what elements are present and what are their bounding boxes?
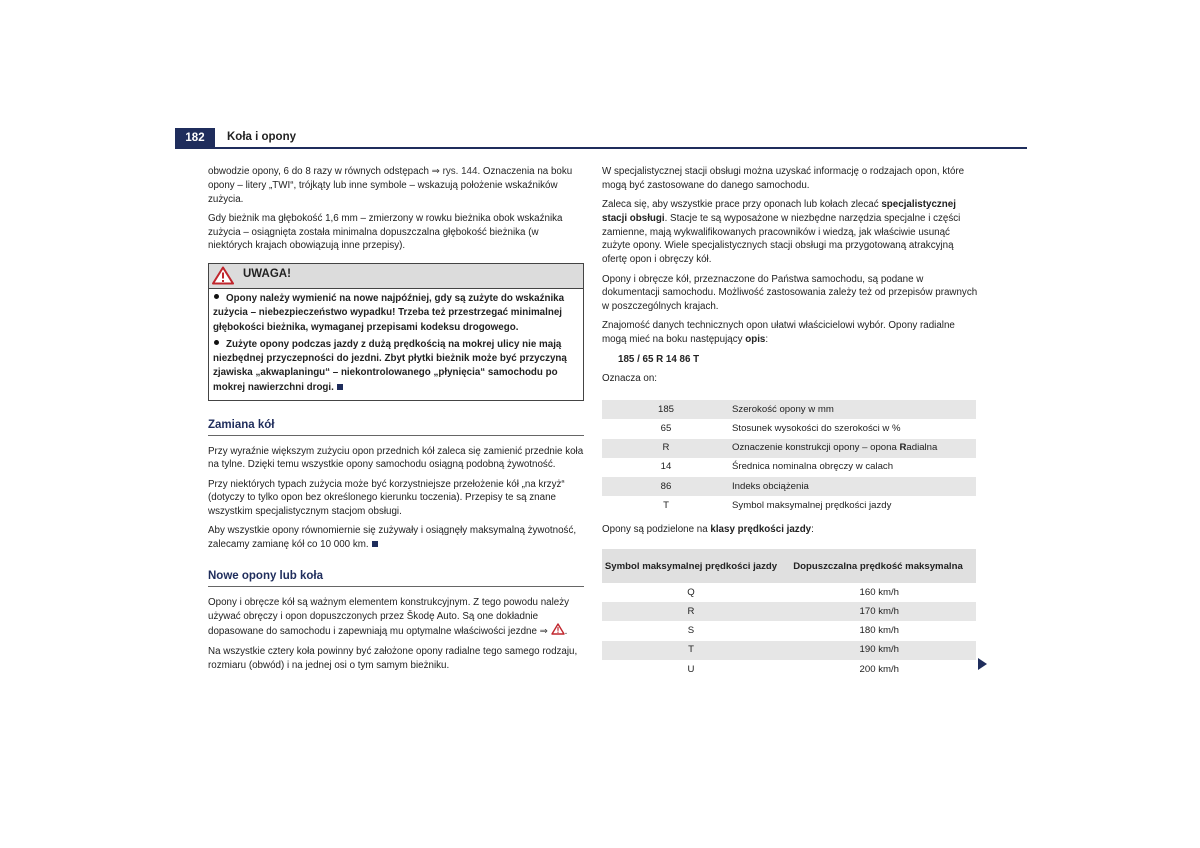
- warning-item: Opony należy wymienić na nowe najpóźniej, gdy są zużyte do wskaźnika zużycia – niebezpieczeństwo wypadku! Trzeba też przestrzegać minimalnej głębokości bieżnika, wymaganej przepisami kodeksu drogowego.: [213, 293, 565, 333]
- table-row: [602, 400, 976, 419]
- speed-class-table: [602, 549, 976, 679]
- table-row: [602, 641, 976, 660]
- paragraph: Przy niektórych typach zużycia może być korzystniejsze przełożenie kół „na krzyż“ (dotyczy to tylko opon bez określonego kierunku toczenia). Przepisy te są znane wszystkim specjalistycznym stacjom obsługi.: [208, 478, 565, 518]
- table-cell: 160 km/h: [859, 586, 899, 598]
- warning-link[interactable]: [540, 626, 565, 637]
- paragraph: Przy wyraźnie większym zużyciu opon przednich kół zaleca się zamienić przednie koła na tylne. Dzięki temu wszystkie opony samochodu osiągną podobną żywotność.: [208, 445, 584, 471]
- bullet-icon: [214, 340, 219, 345]
- warning-title: UWAGA!: [243, 268, 291, 281]
- paragraph: Opony są podzielone na klasy prędkości jazdy:: [602, 524, 814, 536]
- right-column: [602, 165, 978, 679]
- table-cell: Stosunek wysokości do szerokości w %: [732, 423, 901, 435]
- warning-header: [209, 264, 583, 289]
- table-row: [602, 583, 976, 602]
- tire-spec-table: [602, 400, 976, 515]
- page-header: [175, 128, 1027, 148]
- figure-link[interactable]: ⇒ rys. 144: [431, 166, 478, 177]
- warning-triangle-icon: [212, 266, 234, 285]
- paragraph: Oznacza on:: [602, 373, 658, 385]
- warning-body: [209, 289, 583, 399]
- paragraph: Znajomość danych technicznych opon ułatwi właścicielowi wybór. Opony radialne mogą mieć na boku następujący opis:: [602, 320, 955, 346]
- table-cell: R: [662, 442, 670, 454]
- end-mark-icon: [337, 384, 343, 390]
- warning-box: [208, 263, 584, 400]
- table-row: [602, 496, 976, 515]
- table-cell: T: [663, 499, 669, 511]
- paragraph: W specjalistycznej stacji obsługi można uzyskać informację o rodzajach opon, które mogą być zastosowane do danego samochodu.: [602, 166, 965, 191]
- table-cell: 65: [660, 423, 672, 435]
- table-cell: 190 km/h: [859, 644, 899, 656]
- table-cell: Oznaczenie konstrukcji opony – opona Radialna: [732, 442, 938, 454]
- page-title: Koła i opony: [227, 131, 296, 143]
- table-row: [602, 660, 976, 679]
- table-cell: Średnica nominalna obręczy w calach: [732, 461, 894, 473]
- page-number: 182: [175, 128, 215, 148]
- table-row: [602, 419, 976, 438]
- paragraph: Aby wszystkie opony równomiernie się zużywały i osiągnęły maksymalną żywotność, zalecamy zamianę kół co 10 000 km.: [208, 525, 577, 551]
- paragraph: Opony i obręcze kół, przeznaczone do Państwa samochodu, są podane w dokumentacji samochodu. Możliwość zastosowania zależy też od przepisów prawnych w poszczególnych krajach.: [602, 273, 978, 313]
- paragraph: Gdy bieżnik ma głębokość 1,6 mm – zmierzony w rowku bieżnika obok wskaźnika zużycia – osiągnięta została minimalna dopuszczalna głębokość bieżnika (w niektórych krajach obowiązują inne przepisy).: [208, 212, 563, 252]
- table-row: [602, 477, 976, 496]
- table-cell: Indeks obciążenia: [732, 480, 809, 492]
- table-cell: 170 km/h: [859, 605, 899, 617]
- table-cell: U: [687, 663, 695, 675]
- table-cell: T: [688, 644, 694, 656]
- bullet-icon: [214, 294, 219, 299]
- paragraph: Opony i obręcze kół są ważnym elementem konstrukcyjnym. Z tego powodu należy używać obręczy i opon dopuszczonych przez Škodę Auto. Są one dokładnie dopasowane do samochodu i zapewniają mu optymalne właściwości jezdne ⇒ .: [208, 596, 570, 638]
- table-cell: 14: [660, 461, 672, 473]
- paragraph: Zaleca się, aby wszystkie prace przy oponach lub kołach zlecać specjalistycznej stacji obsługi. Stacje te są wyposażone w niezbędne narzędzia specjalne i części zamienne, mają wykwalifikowanych pracowników i wiedzą, jak właściwie usunąć zużyte opony. Wiele specjalistycznych stacji obsługi ma przygotowaną atrakcyjną ofertę opon i obręczy kół.: [602, 199, 961, 266]
- section-title-nowe: Nowe opony lub koła: [208, 570, 584, 587]
- table-row: [602, 602, 976, 621]
- table-cell: 86: [660, 480, 672, 492]
- warning-item: Zużyte opony podczas jazdy z dużą prędkością na mokrej ulicy nie mają niezbędnej przyczepności do jezdni. Zbyt płytki bieżnik może być przyczyną zjawiska „akwaplaningu“ – niekontrolowanego „płynięcia“ samochodu po mokrej nawierzchni drogi.: [213, 338, 567, 393]
- table-cell: Szerokość opony w mm: [732, 403, 834, 415]
- tire-spec-example: 185 / 65 R 14 86 T: [618, 353, 700, 365]
- table-cell: 180 km/h: [859, 625, 899, 637]
- table-cell: 200 km/h: [859, 663, 899, 675]
- paragraph: obwodzie opony, 6 do 8 razy w równych odstępach ⇒ rys. 144. Oznaczenia na boku opony – litery „TWI“, trójkąty lub inne symbole – wskazują położenie wskaźników zużycia.: [208, 166, 573, 205]
- paragraph: Na wszystkie cztery koła powinny być założone opony radialne tego samego rodzaju, rozmiaru (obwód) i na jednej osi o tym samym bieżniku.: [208, 645, 578, 671]
- table-cell: R: [687, 605, 695, 617]
- table-row: [602, 621, 976, 640]
- table-header-row: [602, 549, 976, 583]
- table-cell: S: [687, 625, 695, 637]
- header-rule: [175, 147, 1027, 149]
- section-title-zamiana: Zamiana kół: [208, 419, 584, 436]
- table-cell: Symbol maksymalnej prędkości jazdy: [732, 499, 892, 511]
- table-row: [602, 458, 976, 477]
- arrow-icon: ⇒: [431, 166, 440, 177]
- arrow-icon: ⇒: [539, 626, 548, 638]
- warning-triangle-icon: [551, 623, 565, 635]
- table-cell: Q: [687, 586, 695, 598]
- table-row: [602, 439, 976, 458]
- next-page-arrow-icon[interactable]: [978, 658, 987, 670]
- end-mark-icon: [372, 541, 378, 547]
- table-cell: 185: [657, 403, 674, 415]
- column-header: Symbol maksymalnej prędkości jazdy: [602, 549, 780, 583]
- left-column: [208, 165, 584, 678]
- column-header: Dopuszczalna prędkość maksymalna: [780, 549, 976, 583]
